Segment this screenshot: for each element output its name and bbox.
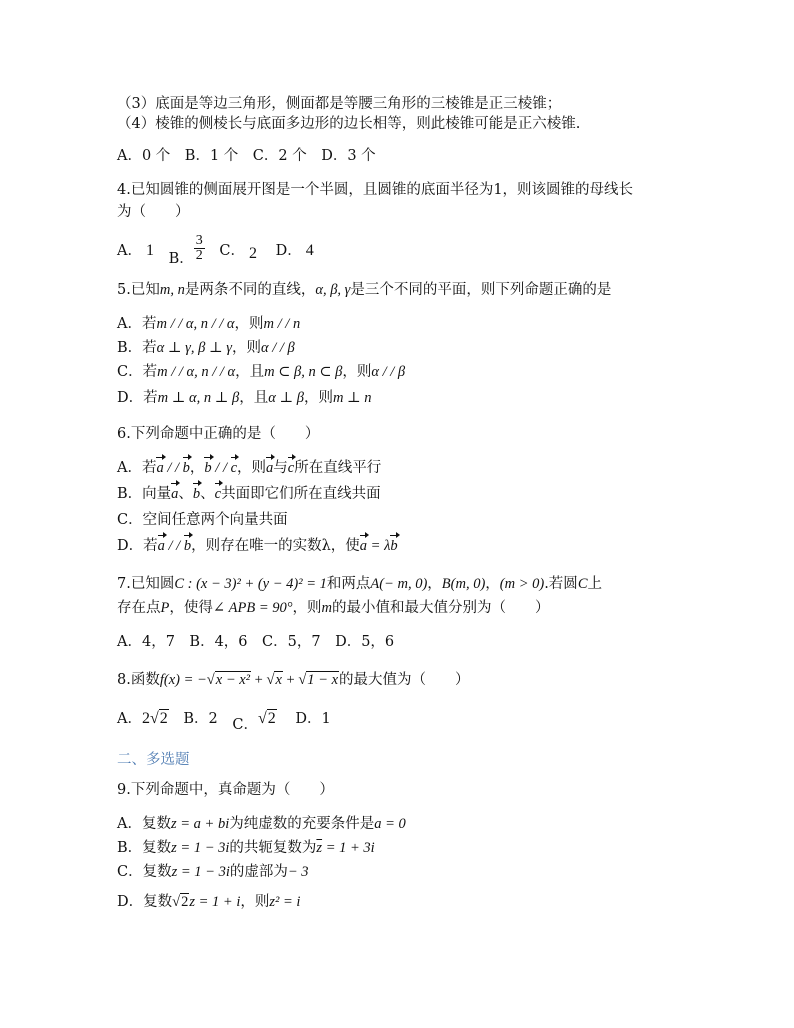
section-heading-multi-choice: 二、多选题 — [117, 752, 190, 768]
vector-a: a — [157, 538, 165, 554]
math: = 1 + 3i — [322, 840, 375, 856]
vector-a: a — [156, 460, 164, 476]
text: D．若 — [117, 538, 158, 554]
fraction-denominator: 2 — [195, 247, 203, 263]
q4-options — [117, 232, 314, 267]
text: B．向量 — [117, 486, 172, 502]
text: D．1 — [295, 711, 331, 727]
vector-c: c — [287, 460, 295, 476]
q5-option-c — [117, 362, 405, 382]
sqrt: √1 − x — [298, 672, 339, 688]
q3-options: A．0 个 B．1 个 C．2 个 D．3 个 — [117, 148, 376, 164]
q9-option-b — [117, 838, 375, 858]
math: + — [282, 672, 299, 688]
math: z² = i — [269, 894, 301, 910]
text: 、 — [200, 486, 215, 502]
vector-b: b — [183, 538, 192, 554]
math-conjugate-z: $\overline{z}$ — [316, 840, 323, 856]
q5-option-d — [117, 388, 372, 408]
sqrt: √2 — [172, 894, 189, 910]
math: m ⊥ n — [332, 390, 372, 406]
fraction-numerator: 3 — [195, 232, 203, 248]
text: ，则 — [240, 894, 270, 910]
sqrt: √2 — [257, 710, 276, 727]
math: m / / n — [263, 316, 301, 332]
q4-stem-line2: 为（ ） — [117, 204, 190, 220]
text: 的共轭复数为 — [229, 840, 317, 856]
radicand: x − x² — [215, 672, 251, 688]
text: 所在直线平行 — [294, 460, 382, 476]
vector-b: b — [182, 460, 190, 476]
math-condition: (m > 0) — [499, 576, 545, 592]
text: ， — [189, 460, 205, 476]
q4-stem-line1: 4.已知圆锥的侧面展开图是一个半圆，且圆锥的底面半径为1，则该圆锥的母线长 — [117, 182, 634, 198]
q6-option-a — [117, 458, 381, 478]
text: B．复数 — [117, 840, 172, 856]
math: α / / β — [371, 364, 406, 380]
q6-stem: 6.下列命题中正确的是（ ） — [117, 426, 320, 442]
text: 的虚部为 — [229, 864, 288, 880]
q4-option-a-value: 1 — [145, 242, 154, 259]
math: m / / α, n / / α — [156, 316, 235, 332]
text: ，则 — [292, 600, 322, 616]
text: 5.已知 — [117, 282, 160, 298]
math: P — [160, 600, 170, 616]
text: ，使得 — [169, 600, 213, 616]
math: / / — [164, 538, 184, 554]
text: 和两点 — [326, 576, 371, 592]
text: C． — [232, 717, 258, 733]
math: α ⊥ β — [268, 390, 304, 406]
text: D．若 — [117, 390, 158, 406]
math: − 3 — [287, 864, 309, 880]
text: 共面即它们所在直线共面 — [221, 486, 381, 502]
q9-option-a — [117, 814, 406, 834]
math: z = 1 − 3i — [171, 864, 230, 880]
q5-stem — [117, 280, 611, 300]
radicand: 2 — [267, 710, 276, 727]
vector-a: a — [171, 486, 179, 502]
radicand: 2 — [181, 894, 189, 910]
math: = λ — [367, 538, 391, 554]
text: 8.函数 — [117, 672, 160, 688]
q7-stem-line2 — [117, 598, 550, 618]
text: B．2 — [183, 711, 218, 727]
text: ，则 — [231, 340, 261, 356]
math: C — [577, 576, 588, 592]
math-point-a: A(− m, 0) — [370, 576, 428, 592]
text: ，且 — [239, 390, 269, 406]
q4-option-d-label: D． — [275, 243, 302, 259]
vector-c: c — [214, 486, 222, 502]
vector-a: a — [266, 460, 274, 476]
text: ，则 — [237, 460, 267, 476]
q5-option-b — [117, 338, 295, 358]
q3-statement-4: （4）棱锥的侧棱长与底面多边形的边长相等，则此棱锥可能是正六棱锥. — [117, 116, 581, 132]
text: ，则存在唯一的实数λ，使 — [191, 538, 360, 554]
q5-option-a — [117, 314, 300, 334]
text: ，则 — [342, 364, 372, 380]
text: .若圆 — [544, 576, 578, 592]
q9-stem: 9.下列命题中，真命题为（ ） — [117, 782, 334, 798]
math: / / — [163, 460, 183, 476]
text: ，则 — [234, 316, 264, 332]
q4-option-b-label: B． — [168, 251, 194, 267]
math: a = 0 — [374, 816, 406, 832]
q6-option-d — [117, 536, 398, 556]
text: 上 — [587, 576, 602, 592]
math: 2 — [141, 710, 150, 727]
math: z = a + bi — [170, 816, 230, 832]
vector-b: b — [192, 486, 201, 502]
q7-options: A．4，7 B．4，6 C．5，7 D．5，6 — [117, 634, 395, 650]
text: A．复数 — [117, 816, 171, 832]
math: α / / β — [260, 340, 295, 356]
q6-option-c: C．空间任意两个向量共面 — [117, 512, 288, 528]
text: C．复数 — [117, 864, 172, 880]
q4-option-b-fraction — [194, 234, 205, 263]
radicand: 1 − x — [307, 672, 339, 688]
vector-b: b — [390, 538, 398, 554]
math: z = 1 − 3i — [171, 840, 230, 856]
math-vars: α, β, γ — [315, 282, 351, 298]
math: + — [251, 672, 267, 688]
q4-option-c-value: 2 — [248, 245, 257, 262]
text: A． — [117, 711, 142, 727]
text: B．若 — [117, 340, 157, 356]
sqrt: √2 — [149, 710, 168, 727]
vector-b: b — [204, 460, 212, 476]
text: A．若 — [117, 316, 157, 332]
math-point-b: B(m, 0) — [441, 576, 486, 592]
q9-option-c — [117, 862, 309, 882]
math-vars: m, n — [159, 282, 185, 298]
text: 为纯虚数的充要条件是 — [229, 816, 375, 832]
math: m / / α, n / / α — [157, 364, 236, 380]
text: 、 — [178, 486, 193, 502]
text: ， — [427, 576, 442, 592]
math: α ⊥ γ, β ⊥ γ — [156, 340, 232, 356]
q6-option-b — [117, 484, 381, 504]
vector-c: c — [230, 460, 238, 476]
q8-stem — [117, 670, 470, 690]
q7-stem-line1 — [117, 574, 602, 594]
math: m — [321, 600, 333, 616]
vector-a: a — [359, 538, 368, 554]
sqrt: √x — [266, 672, 282, 688]
q3-statement-3: （3）底面是等边三角形，侧面都是等腰三角形的三棱锥是正三棱锥； — [117, 96, 562, 112]
text: ，则 — [303, 390, 333, 406]
text: 是两条不同的直线， — [184, 282, 316, 298]
sqrt: √x − x² — [206, 672, 251, 688]
text: 与 — [273, 460, 288, 476]
radicand: x — [275, 672, 282, 688]
text: 7.已知圆 — [117, 576, 175, 592]
q4-option-c-label: C． — [219, 243, 245, 259]
text: 的最大值为（ ） — [339, 672, 470, 688]
q4-option-d-value: 4 — [305, 242, 314, 259]
q8-options — [117, 706, 331, 732]
math-angle: ∠ APB = 90° — [212, 600, 293, 616]
text: 是三个不同的平面，则下列命题正确的是 — [350, 282, 612, 298]
text: ， — [485, 576, 500, 592]
text: 存在点 — [117, 600, 161, 616]
math: m ⊥ α, n ⊥ β — [157, 390, 240, 406]
math-circle-equation: C : (x − 3)² + (y − 4)² = 1 — [174, 576, 327, 592]
math: / / — [211, 460, 231, 476]
text: 的最小值和最大值分别为（ ） — [332, 600, 550, 616]
q4-option-a-label: A． — [117, 243, 142, 259]
text: ，且 — [235, 364, 265, 380]
radicand: 2 — [159, 710, 168, 727]
text: C．若 — [117, 364, 158, 380]
math: f(x) = − — [159, 672, 207, 688]
text: A．若 — [117, 460, 157, 476]
q9-option-d — [117, 892, 300, 912]
text: D．复数 — [117, 894, 173, 910]
math: m ⊂ β, n ⊂ β — [264, 364, 343, 380]
math: z = 1 + i — [189, 894, 241, 910]
